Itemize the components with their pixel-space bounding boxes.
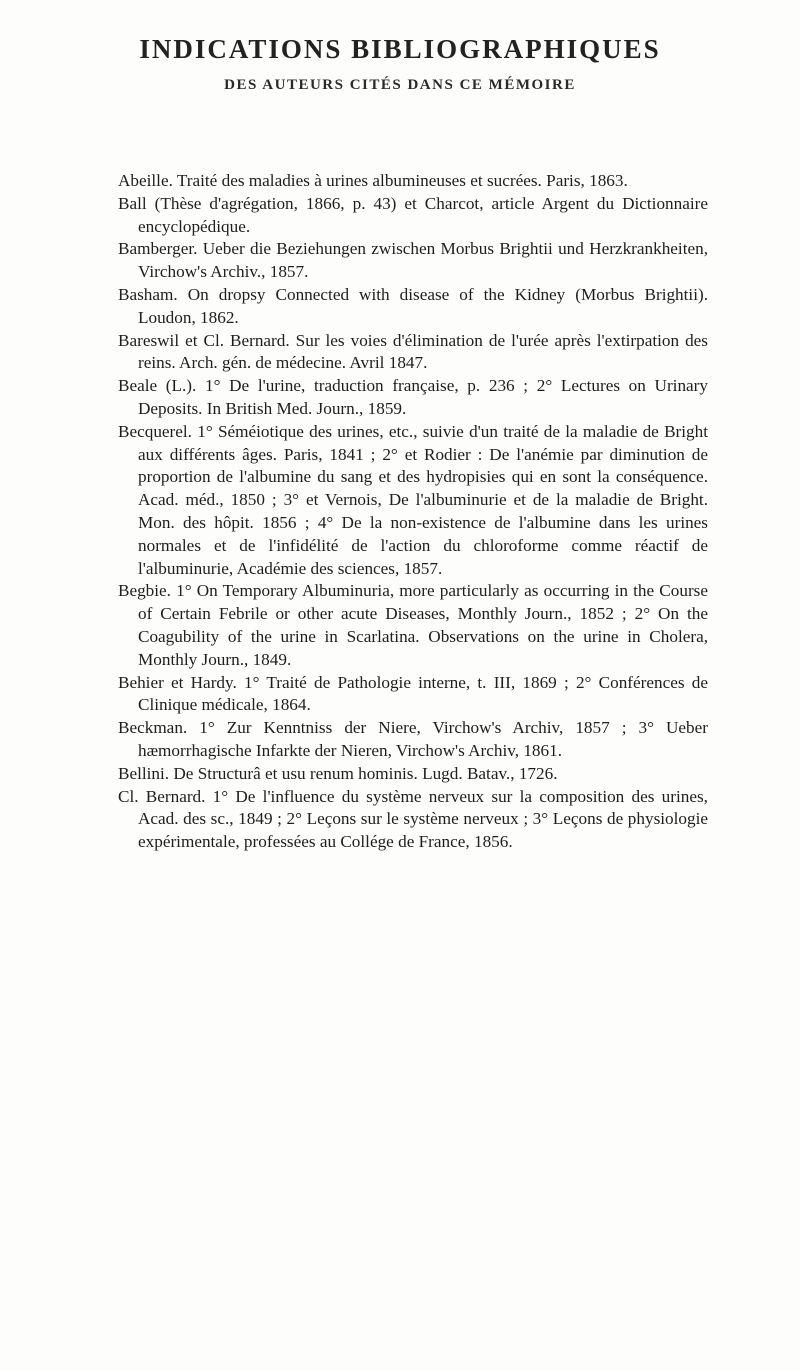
reference-author: Basham. (118, 284, 178, 304)
reference-text: On dropsy Connected with disease of the Kidney (Morbus Brightii). Loudon, 1862. (138, 284, 708, 327)
reference-entry (118, 284, 708, 330)
page-title: INDICATIONS BIBLIOGRAPHIQUES (139, 34, 661, 64)
reference-entry (118, 330, 708, 376)
reference-entry (118, 763, 708, 786)
reference-text: 1° Traité de Pathologie interne, t. III, 1869 ; 2° Conférences de Clinique médicale, 1864. (138, 672, 708, 715)
reference-entry (118, 193, 708, 239)
reference-text: 1° De l'urine, traduction française, p. 236 ; 2° Lectures on Urinary Deposits. In British Med. Journ., 1859. (138, 376, 708, 418)
reference-text: 1° Zur Kenntniss der Niere, Virchow's Archiv, 1857 ; 3° Ueber hæmorrhagische Infarkte der Nieren, Virchow's Archiv, 1861. (138, 718, 708, 760)
reference-author: Ball (118, 193, 147, 213)
reference-author: Abeille. (118, 171, 173, 190)
reference-author: Bellini. (118, 763, 170, 783)
reference-text: 1° On Temporary Albuminuria, more particularly as occurring in the Course of Certain Febrile or other acute Diseases, Monthly Journ., 1852 ; 2° On the Coagubility of the urine in Scarlatina. Observations on the urine in Cholera, Monthly Journ., 1849. (138, 581, 708, 669)
reference-text: De Structurâ et usu renum hominis. Lugd. Batav., 1726. (169, 763, 558, 783)
reference-author: Beale (L.). (118, 376, 197, 396)
reference-author: Beckman. (118, 718, 188, 738)
reference-list (118, 170, 708, 854)
reference-text: Sur les voies d'élimination de l'urée après l'extirpation des reins. Arch. gén. de médecine. Avril 1847. (138, 330, 708, 373)
reference-text: 1° De l'influence du système nerveux sur la composition des urines, Acad. des sc., 1849 ; 2° Leçons sur le système nerveux ; 3° Leçons de physiologie expérimentale, professées au Collége de France, 1856. (138, 786, 708, 852)
reference-author: Begbie. (118, 581, 171, 601)
reference-author: Behier et Hardy. (118, 672, 237, 692)
page-subtitle: DES AUTEURS CITÉS DANS CE MÉMOIRE (224, 77, 576, 93)
reference-entry (118, 170, 708, 193)
reference-author: Cl. Bernard. (118, 786, 206, 806)
reference-text: Traité des maladies à urines albumineuses et sucrées. Paris, 1863. (172, 171, 628, 190)
reference-author: Bamberger. (118, 239, 198, 259)
reference-entry (118, 238, 708, 284)
reference-entry (118, 672, 708, 718)
reference-entry (118, 580, 708, 671)
reference-author: Bareswil et Cl. Bernard. (118, 330, 290, 350)
reference-entry (118, 421, 708, 581)
reference-entry (118, 375, 708, 421)
reference-entry (118, 717, 708, 763)
reference-author: Becquerel. (118, 421, 192, 441)
reference-text: (Thèse d'agrégation, 1866, p. 43) et Charcot, article Argent du Dictionnaire encyclopédique. (138, 193, 708, 236)
reference-entry (118, 786, 708, 854)
reference-text: 1° Séméiotique des urines, etc., suivie d'un traité de la maladie de Bright aux différents âges. Paris, 1841 ; 2° et Rodier : De l'anémie par diminution de proportion de l'albumine du sang et des hydropisies qui en sont la conséquence. Acad. méd., 1850 ; 3° et Vernois, De l'albuminurie et de la maladie de Bright. Mon. des hôpit. 1856 ; 4° De la non-existence de l'albumine dans les urines normales et de l'infidélité de l'action du chloroforme comme réactif de l'albuminurie, Académie des sciences, 1857. (138, 421, 708, 578)
reference-text: Ueber die Beziehungen zwischen Morbus Brightii und Herzkrankheiten, Virchow's Archiv., 1857. (138, 239, 708, 282)
